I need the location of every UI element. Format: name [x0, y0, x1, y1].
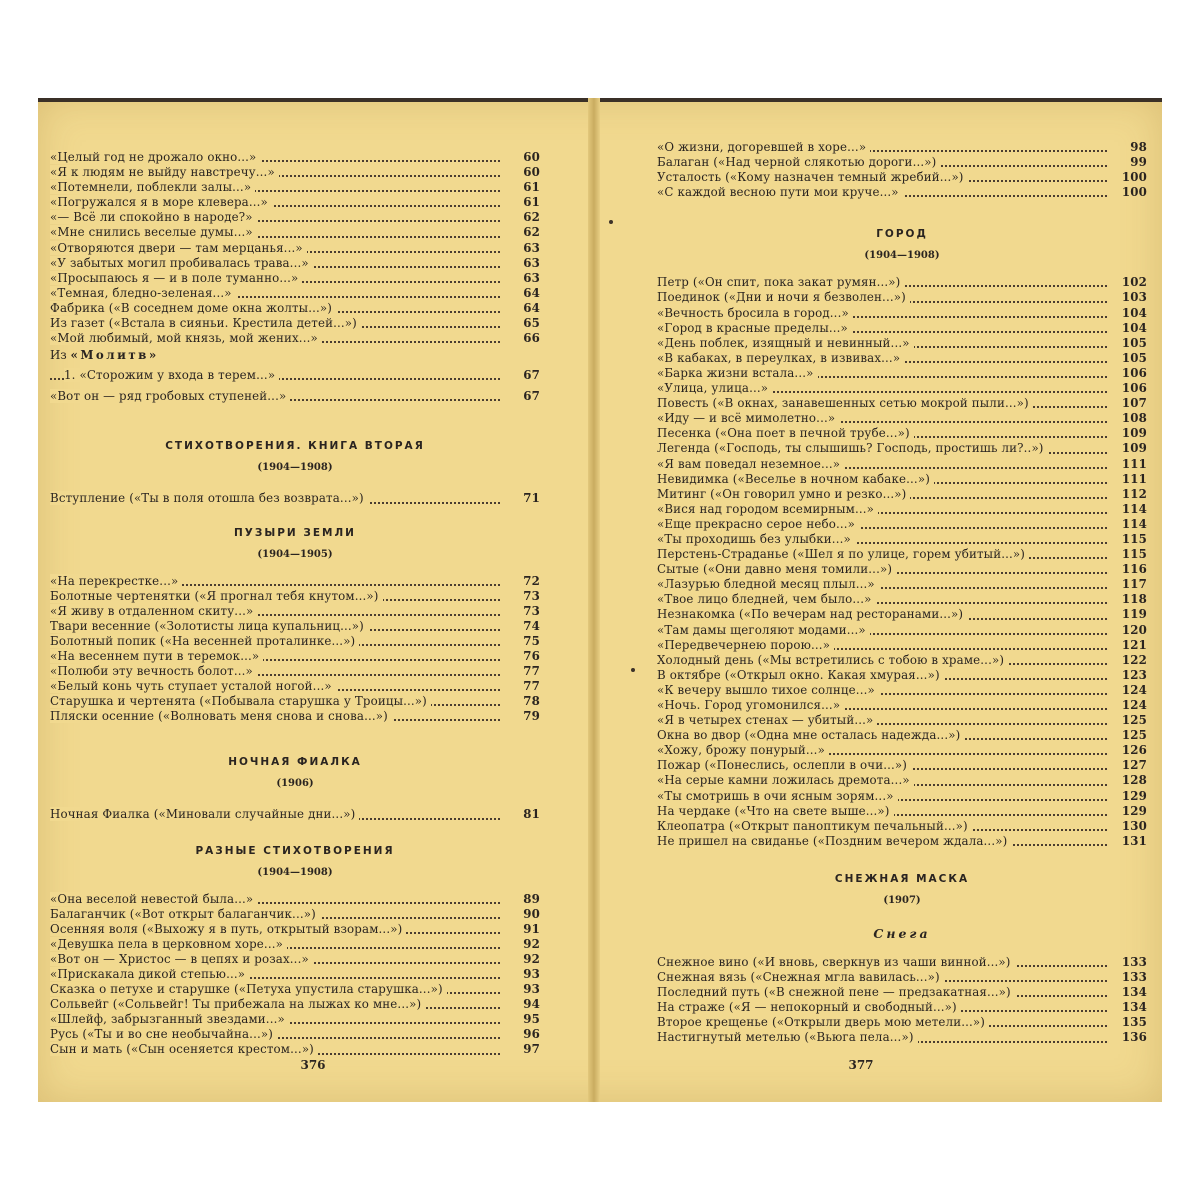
toc-entry[interactable] [50, 967, 540, 982]
entry-title: «Погружался я в море клевера...» [50, 195, 272, 209]
toc-entry[interactable] [50, 491, 540, 506]
entry-title: «Мне снились веселые думы...» [50, 225, 257, 239]
toc-entry[interactable] [50, 150, 540, 165]
entry-title: Усталость («Кому назначен темный жребий...») [657, 170, 968, 184]
entry-title: «Я живу в отдаленном скиту...» [50, 604, 257, 618]
from-prayers-title: «Молитв» [70, 348, 159, 363]
entry-page: 124 [1121, 682, 1147, 697]
entry-title: Снежная вязь («Снежная мгла вавилась...») [657, 970, 944, 984]
entry-title: Повесть («В окнах, занавешенных сетью мокрой пыли...») [657, 396, 1033, 410]
from-prayers-label: Из [50, 348, 67, 363]
entry-title: Митинг («Он говорил умно и резко...») [657, 487, 910, 501]
entry-title: «Еще прекрасно серое небо...» [657, 517, 859, 531]
entry-title: На чердаке («Что на свете выше...») [657, 804, 894, 818]
entry-title: «Целый год не дрожало окно...» [50, 150, 260, 164]
toc-entry[interactable] [50, 807, 540, 822]
toc-entry[interactable] [657, 562, 1147, 577]
entry-title: «Ночь. Город угомонился...» [657, 698, 844, 712]
entry-page: 126 [1121, 743, 1147, 758]
entry-page: 106 [1121, 365, 1147, 380]
entry-title: «Вися над городом всемирным...» [657, 502, 878, 516]
entry-page: 64 [523, 300, 540, 315]
entry-page: 72 [523, 573, 540, 588]
entry-page: 96 [523, 1027, 540, 1042]
toc-entry[interactable] [657, 683, 1147, 698]
entry-page: 114 [1121, 516, 1147, 531]
entry-title: Сытые («Они давно меня томили...») [657, 562, 896, 576]
entry-title: «Потемнели, поблекли залы...» [50, 180, 255, 194]
entry-title: Песенка («Она поет в печной трубе...») [657, 426, 914, 440]
toc-entry[interactable] [50, 271, 540, 286]
entry-title: Пожар («Понеслись, ослепли в очи...») [657, 758, 911, 772]
toc-entry[interactable] [50, 982, 540, 997]
toc-entry[interactable] [50, 694, 540, 709]
entry-title: Старушка и чертенята («Побывала старушка у Троицы...») [50, 694, 431, 708]
toc-entry[interactable] [50, 210, 540, 225]
entry-page: 79 [523, 709, 540, 724]
toc-entry[interactable] [657, 819, 1147, 834]
entry-title: «На перекрестке...» [50, 574, 182, 588]
toc-entry[interactable] [50, 709, 540, 724]
entry-title: «Девушка пела в церковном хоре...» [50, 937, 287, 951]
toc-entry[interactable] [657, 623, 1147, 638]
entry-title: «В кабаках, в переулках, в извивах...» [657, 351, 904, 365]
from-prayers-line [50, 346, 540, 364]
entry-title: «Передвечернею порою...» [657, 638, 834, 652]
toc-entry[interactable] [50, 1042, 540, 1057]
entry-page: 73 [523, 603, 540, 618]
entry-title: «Полюби эту вечность болот...» [50, 664, 257, 678]
toc-list-top [657, 140, 1147, 200]
book-spread [38, 98, 1162, 1102]
entry-page: 76 [523, 648, 540, 663]
toc-entry[interactable] [50, 922, 540, 937]
toc-entry[interactable] [657, 472, 1147, 487]
entry-page: 115 [1121, 531, 1147, 546]
entry-page: 62 [523, 210, 540, 225]
toc-entry[interactable] [657, 955, 1147, 970]
entry-page: 134 [1121, 1000, 1147, 1015]
toc-entry[interactable] [657, 502, 1147, 517]
toc-entry[interactable] [657, 155, 1147, 170]
ink-speck [631, 668, 635, 672]
entry-page: 115 [1121, 547, 1147, 562]
toc-entry[interactable] [50, 634, 540, 649]
entry-title: Болотный попик («На весенней проталинке...») [50, 634, 359, 648]
entry-title: Незнакомка («По вечерам над ресторанами...») [657, 607, 967, 621]
entry-title: «Прискакала дикой степью...» [50, 967, 249, 981]
entry-page: 60 [523, 150, 540, 164]
book-gutter [588, 98, 600, 1102]
toc-entry[interactable] [657, 985, 1147, 1000]
entry-page: 100 [1121, 170, 1147, 185]
entry-page: 89 [523, 891, 540, 906]
entry-page: 106 [1121, 381, 1147, 396]
entry-title: «Иду — и всё мимолетно...» [657, 411, 839, 425]
left-page [38, 98, 588, 1102]
entry-page: 114 [1121, 501, 1147, 516]
entry-page: 74 [523, 618, 540, 633]
entry-page: 102 [1121, 275, 1147, 290]
entry-page: 92 [523, 936, 540, 951]
section-heading-mask: СНЕЖНАЯ МАСКА [834, 872, 970, 885]
toc-entry[interactable] [657, 653, 1147, 668]
entry-title: «Шлейф, забрызганный звездами...» [50, 1012, 289, 1026]
entry-page: 91 [523, 921, 540, 936]
right-page-contents [657, 140, 1147, 1046]
entry-title: «Там дамы щеголяют модами...» [657, 623, 870, 637]
toc-entry[interactable] [50, 589, 540, 604]
entry-title: «С каждой весною пути мои круче...» [657, 185, 903, 199]
entry-page: 125 [1121, 713, 1147, 728]
entry-page: 108 [1121, 411, 1147, 426]
entry-title: Второе крещенье («Открыли дверь мою метели...») [657, 1015, 989, 1029]
toc-entry[interactable] [50, 331, 540, 346]
entry-title: Поединок («Дни и ночи я безволен...») [657, 290, 910, 304]
toc-entry[interactable] [657, 713, 1147, 728]
entry-title: Твари весенние («Золотисты лица купальниц...») [50, 619, 368, 633]
section-years-mask: (1907) [883, 894, 921, 906]
toc-entry[interactable] [50, 604, 540, 619]
toc-entry[interactable] [50, 368, 540, 383]
entry-title: Петр («Он спит, пока закат румян...») [657, 275, 904, 289]
entry-title: 1. «Сторожим у входа в терем...» [64, 368, 279, 382]
toc-entry[interactable] [657, 592, 1147, 607]
toc-entry[interactable] [657, 306, 1147, 321]
entry-page: 117 [1121, 577, 1147, 592]
toc-list-city [657, 275, 1147, 849]
left-page-contents [50, 150, 540, 1058]
entry-page: 122 [1121, 652, 1147, 667]
toc-entry[interactable] [50, 195, 540, 210]
entry-page: 125 [1121, 728, 1147, 743]
entry-page: 73 [523, 588, 540, 603]
toc-entry[interactable] [50, 225, 540, 240]
entry-page: 116 [1121, 562, 1147, 577]
toc-entry[interactable] [50, 301, 540, 316]
toc-entry[interactable] [657, 804, 1147, 819]
entry-title: Последний путь («В снежной пене — предзакатная...») [657, 985, 1015, 999]
toc-entry[interactable] [50, 679, 540, 694]
entry-page: 121 [1121, 637, 1147, 652]
entry-page: 104 [1121, 305, 1147, 320]
entry-title: «Я к людям не выйду навстречу...» [50, 165, 279, 179]
section-heading-bubbles: ПУЗЫРИ ЗЕМЛИ [234, 526, 356, 539]
entry-page: 118 [1121, 592, 1147, 607]
section-heading-book2: СТИХОТВОРЕНИЯ. КНИГА ВТОРАЯ [165, 440, 425, 453]
toc-entry[interactable] [657, 532, 1147, 547]
entry-page: 81 [523, 807, 540, 822]
entry-page: 63 [523, 255, 540, 270]
entry-title: Сольвейг («Сольвейг! Ты прибежала на лыжах ко мне...») [50, 997, 425, 1011]
page-number: 376 [300, 1058, 326, 1072]
entry-title: «К вечеру вышло тихое солнце...» [657, 683, 879, 697]
toc-entry[interactable] [657, 185, 1147, 200]
toc-entry[interactable] [657, 396, 1147, 411]
entry-page: 60 [523, 165, 540, 180]
entry-page: 109 [1121, 426, 1147, 441]
entry-title: Ночная Фиалка («Миновали случайные дни...») [50, 807, 359, 821]
entry-page: 107 [1121, 396, 1147, 411]
toc-entry[interactable] [657, 351, 1147, 366]
toc-entry[interactable] [657, 698, 1147, 713]
entry-page: 94 [523, 997, 540, 1012]
entry-page: 130 [1121, 818, 1147, 833]
section-heading-city: ГОРОД [876, 228, 928, 241]
toc-entry[interactable] [657, 773, 1147, 788]
entry-title: «О жизни, догоревшей в хоре...» [657, 140, 870, 154]
entry-title: Холодный день («Мы встретились с тобою в храме...») [657, 653, 1008, 667]
entry-page: 78 [523, 694, 540, 709]
entry-title: Настигнутый метелью («Вьюга пела...») [657, 1030, 918, 1044]
entry-title: «Барка жизни встала...» [657, 366, 818, 380]
toc-entry[interactable] [657, 789, 1147, 804]
entry-page: 98 [1130, 140, 1147, 154]
toc-entry[interactable] [50, 1012, 540, 1027]
ink-speck [609, 220, 613, 224]
entry-title: «Вот он — ряд гробовых ступеней...» [50, 389, 290, 403]
section-heading-misc: РАЗНЫЕ СТИХОТВОРЕНИЯ [195, 844, 395, 857]
entry-title: «Вечность бросила в город...» [657, 306, 853, 320]
entry-title: «Отворяются двери — там мерцанья...» [50, 241, 307, 255]
toc-entry[interactable] [50, 649, 540, 664]
toc-entry[interactable] [50, 619, 540, 634]
toc-entry[interactable] [657, 970, 1147, 985]
entry-page: 66 [523, 331, 540, 346]
toc-list-bubbles [50, 574, 540, 725]
toc-entry[interactable] [50, 937, 540, 952]
toc-list-top [50, 150, 540, 346]
section-years-misc: (1904—1908) [257, 866, 333, 878]
entry-page: 93 [523, 967, 540, 981]
entry-page: 133 [1121, 970, 1147, 985]
section-years-book2: (1904—1908) [257, 462, 333, 474]
toc-entry[interactable] [657, 321, 1147, 336]
toc-entry[interactable] [657, 1015, 1147, 1030]
toc-entry[interactable] [657, 743, 1147, 758]
entry-page: 92 [523, 951, 540, 966]
toc-entry[interactable] [50, 256, 540, 271]
entry-title: Не пришел на свиданье («Поздним вечером ждала...») [657, 834, 1011, 848]
entry-page: 105 [1121, 350, 1147, 365]
section-heading-violet: НОЧНАЯ ФИАЛКА [228, 756, 362, 769]
entry-page: 63 [523, 240, 540, 255]
entry-page: 119 [1121, 607, 1147, 622]
entry-page: 103 [1121, 290, 1147, 305]
entry-page: 131 [1121, 833, 1147, 848]
entry-page: 71 [523, 491, 540, 506]
section-years-city: (1904—1908) [864, 250, 940, 262]
toc-entry[interactable] [657, 728, 1147, 743]
toc-entry[interactable] [50, 952, 540, 967]
toc-entry[interactable] [657, 381, 1147, 396]
entry-page: 120 [1121, 622, 1147, 637]
section-years-bubbles: (1904—1905) [257, 548, 333, 560]
entry-title: Вступление («Ты в поля отошла без возврата...») [50, 491, 368, 505]
toc-entry[interactable] [657, 834, 1147, 849]
entry-page: 61 [523, 180, 540, 195]
entry-title: «Просыпаюсь я — и в поле туманно...» [50, 271, 302, 285]
toc-entry[interactable] [657, 441, 1147, 456]
page-number: 377 [848, 1058, 874, 1072]
entry-page: 135 [1121, 1015, 1147, 1030]
toc-entry[interactable] [657, 758, 1147, 773]
entry-title: «Улица, улица...» [657, 381, 772, 395]
toc-entry[interactable] [657, 487, 1147, 502]
entry-title: «День поблек, изящный и невинный...» [657, 336, 914, 350]
entry-title: «Твое лицо бледней, чем было...» [657, 592, 875, 606]
entry-page: 63 [523, 270, 540, 285]
toc-entry[interactable] [50, 286, 540, 301]
entry-page: 129 [1121, 788, 1147, 803]
toc-entry[interactable] [657, 1000, 1147, 1015]
entry-page: 100 [1121, 185, 1147, 200]
entry-title: «Хожу, брожу понурый...» [657, 743, 829, 757]
entry-title: Клеопатра («Открыт паноптикум печальный...») [657, 819, 972, 833]
entry-title: «Я в четырех стенах — убитый...» [657, 713, 877, 727]
entry-page: 109 [1121, 441, 1147, 456]
entry-title: «Темная, бледно-зеленая...» [50, 286, 236, 300]
entry-title: Болотные чертенятки («Я прогнал тебя кнутом...») [50, 589, 383, 603]
entry-title: Сын и мать («Сын осеняется крестом...») [50, 1042, 318, 1056]
entry-title: «У забытых могил пробивалась трава...» [50, 256, 313, 270]
toc-entry[interactable] [657, 290, 1147, 305]
entry-page: 65 [523, 316, 540, 331]
entry-page: 111 [1121, 456, 1147, 471]
entry-page: 134 [1121, 985, 1147, 1000]
toc-entry[interactable] [657, 170, 1147, 185]
entry-title: Фабрика («В соседнем доме окна жолты...») [50, 301, 336, 315]
entry-page: 67 [523, 368, 540, 383]
entry-page: 62 [523, 225, 540, 240]
toc-entry[interactable] [657, 457, 1147, 472]
entry-title: «На серые камни ложилась дремота...» [657, 773, 914, 787]
toc-entry[interactable] [50, 241, 540, 256]
right-page [600, 98, 1162, 1102]
entry-title: На страже («Я — непокорный и свободный...») [657, 1000, 961, 1014]
toc-entry[interactable] [657, 426, 1147, 441]
toc-entry[interactable] [657, 140, 1147, 155]
toc-entry[interactable] [657, 275, 1147, 290]
toc-entry[interactable] [657, 577, 1147, 592]
entry-title: «Город в красные пределы...» [657, 321, 852, 335]
entry-title: Снежное вино («И вновь, сверкнув из чаши винной...») [657, 955, 1015, 969]
entry-title: Русь («Ты и во сне необычайна...») [50, 1027, 277, 1041]
toc-entry[interactable] [657, 411, 1147, 426]
entry-page: 136 [1121, 1030, 1147, 1045]
toc-entry[interactable] [657, 607, 1147, 622]
entry-page: 75 [523, 633, 540, 648]
entry-title: «Ты смотришь в очи ясным зорям...» [657, 789, 898, 803]
toc-entry[interactable] [657, 668, 1147, 683]
toc-entry[interactable] [50, 907, 540, 922]
toc-list-prayers [50, 368, 540, 404]
toc-entry[interactable] [50, 165, 540, 180]
toc-entry[interactable] [657, 547, 1147, 562]
entry-page: 133 [1121, 954, 1147, 969]
toc-entry[interactable] [50, 892, 540, 907]
toc-entry[interactable] [50, 316, 540, 331]
entry-title: «Белый конь чуть ступает усталой ногой...» [50, 679, 336, 693]
entry-title: В октябре («Открыл окно. Какая хмурая...») [657, 668, 944, 682]
toc-list-snow [657, 955, 1147, 1046]
entry-title: Из газет («Встала в сияньи. Крестила детей...») [50, 316, 361, 330]
entry-title: «Она веселой невестой была...» [50, 892, 257, 906]
entry-page: 129 [1121, 803, 1147, 818]
entry-page: 93 [523, 982, 540, 997]
entry-page: 77 [523, 679, 540, 694]
entry-page: 127 [1121, 758, 1147, 773]
entry-title: Окна во двор («Одна мне осталась надежда...») [657, 728, 964, 742]
entry-page: 95 [523, 1012, 540, 1027]
toc-entry[interactable] [50, 664, 540, 679]
subsection-heading-snow: Снега [873, 925, 931, 941]
entry-title: Осенняя воля («Выхожу я в путь, открытый взорам...») [50, 922, 406, 936]
toc-entry[interactable] [50, 180, 540, 195]
section-years-violet: (1906) [276, 778, 314, 790]
toc-entry[interactable] [657, 638, 1147, 653]
entry-page: 90 [523, 906, 540, 921]
entry-page: 111 [1121, 471, 1147, 486]
entry-title: «Я вам поведал неземное...» [657, 457, 844, 471]
entry-page: 128 [1121, 773, 1147, 788]
entry-page: 64 [523, 285, 540, 300]
entry-title: «— Всё ли спокойно в народе?» [50, 210, 257, 224]
toc-entry[interactable] [50, 1027, 540, 1042]
entry-page: 61 [523, 195, 540, 210]
entry-page: 99 [1130, 155, 1147, 170]
toc-entry[interactable] [50, 997, 540, 1012]
entry-title: Перстень-Страданье («Шел я по улице, горем убитый...») [657, 547, 1029, 561]
toc-entry[interactable] [657, 336, 1147, 351]
entry-page: 112 [1121, 486, 1147, 501]
entry-title: Пляски осенние («Волновать меня снова и снова...») [50, 709, 392, 723]
entry-title: Балаганчик («Вот открыт балаганчик...») [50, 907, 320, 921]
entry-page: 77 [523, 664, 540, 679]
entry-title: «На весеннем пути в теремок...» [50, 649, 263, 663]
entry-page: 105 [1121, 335, 1147, 350]
entry-page: 104 [1121, 320, 1147, 335]
entry-title: «Мой любимый, мой князь, мой жених...» [50, 331, 322, 345]
entry-title: Невидимка («Веселье в ночном кабаке...») [657, 472, 934, 486]
toc-list-misc [50, 892, 540, 1058]
entry-page: 124 [1121, 698, 1147, 712]
entry-page: 97 [523, 1042, 540, 1057]
toc-entry[interactable] [50, 389, 540, 404]
entry-title: «Лазурью бледной месяц плыл...» [657, 577, 879, 591]
entry-title: Балаган («Над черной слякотью дороги...») [657, 155, 940, 169]
toc-entry[interactable] [657, 1030, 1147, 1045]
entry-title: «Ты проходишь без улыбки...» [657, 532, 855, 546]
entry-title: «Вот он — Христос — в цепях и розах...» [50, 952, 313, 966]
toc-entry[interactable] [657, 517, 1147, 532]
toc-entry[interactable] [50, 574, 540, 589]
entry-title: Легенда («Господь, ты слышишь? Господь, простишь ли?..») [657, 441, 1048, 455]
entry-title: Сказка о петухе и старушке («Петуха упустила старушка...») [50, 982, 447, 996]
entry-page: 123 [1121, 667, 1147, 682]
toc-entry[interactable] [657, 366, 1147, 381]
entry-page: 67 [523, 389, 540, 404]
